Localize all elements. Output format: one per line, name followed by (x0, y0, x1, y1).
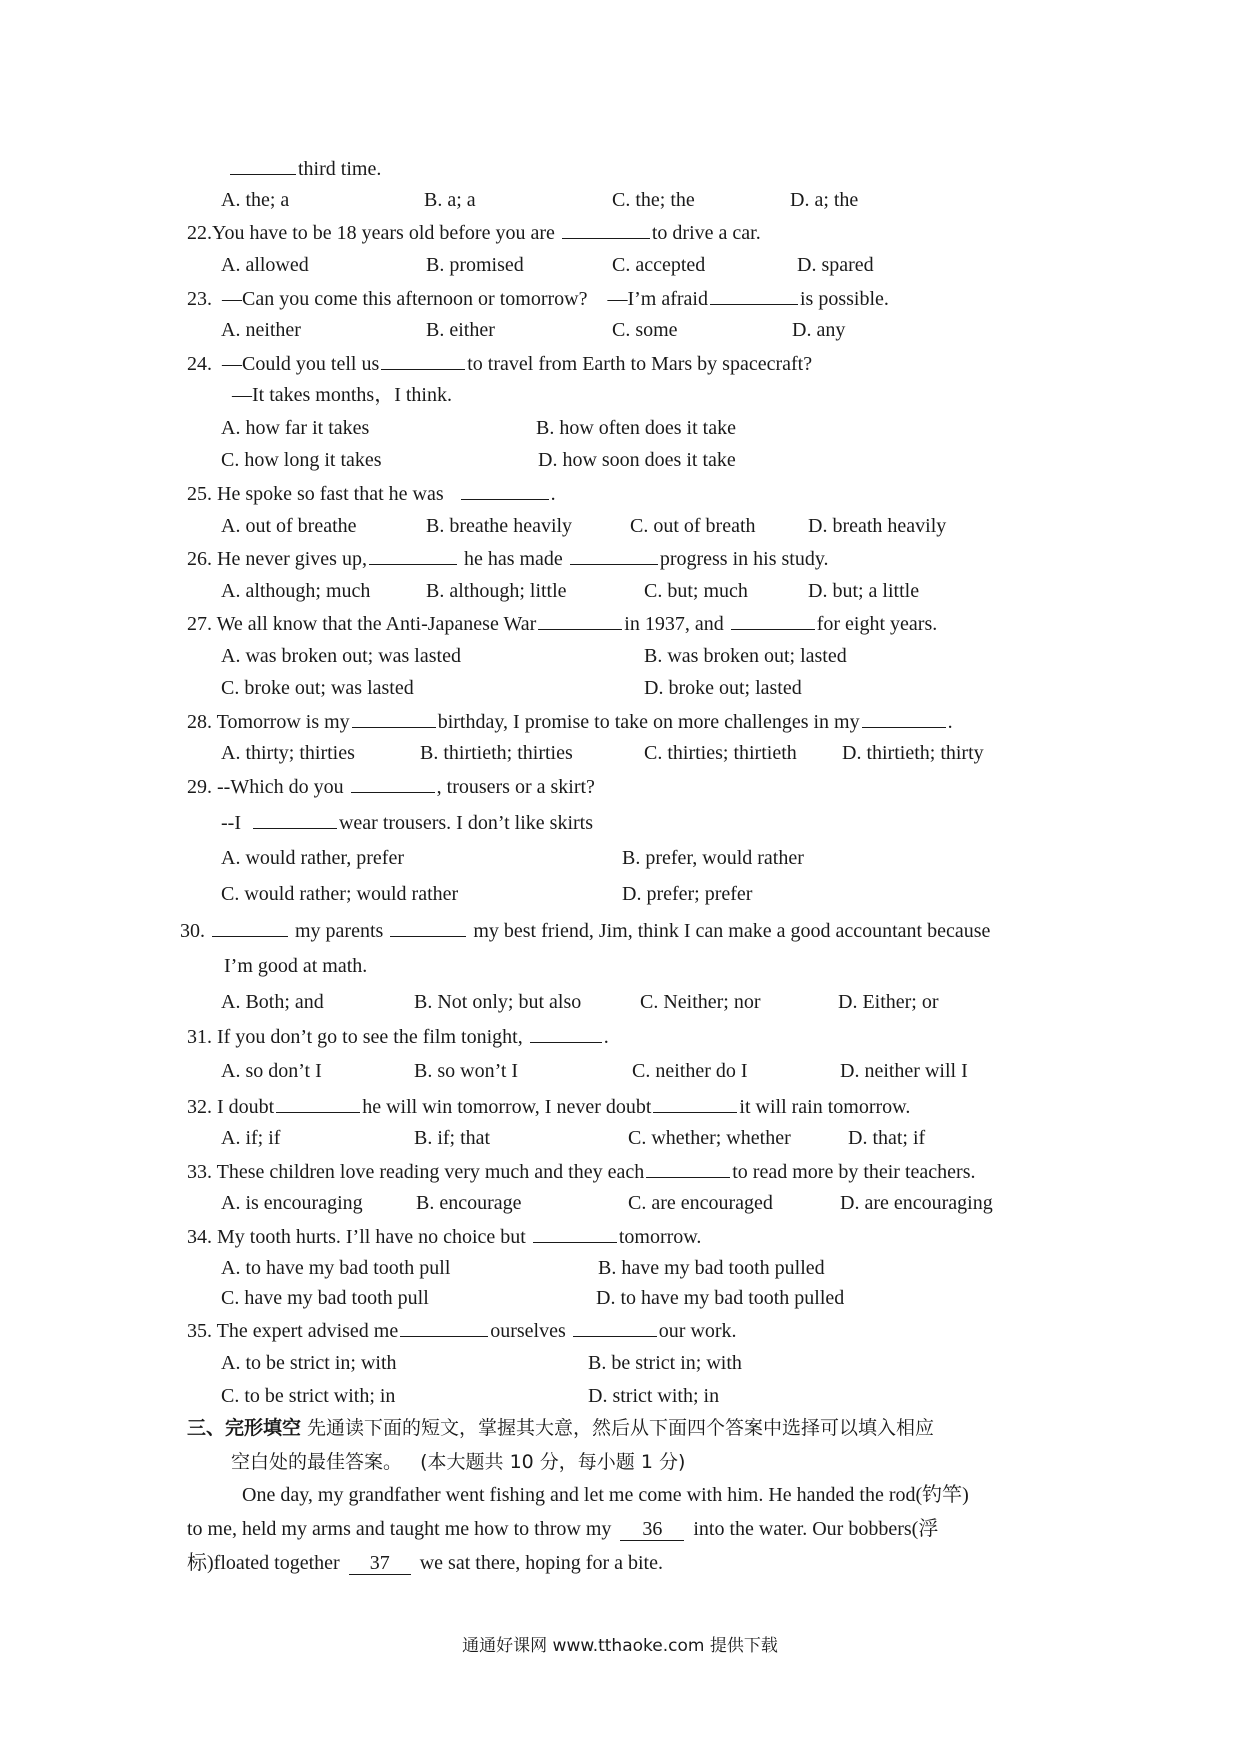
q23-stem-post: is possible. (799, 288, 889, 310)
q26-stem-post: progress in his study. (659, 548, 829, 570)
q35-stem-mid: ourselves (490, 1320, 571, 1342)
q21-stem-text: third time. (298, 158, 382, 180)
answer-blank (461, 481, 549, 500)
q21-option-c: C. the; the (612, 189, 695, 211)
q24-stem-post: to travel from Earth to Mars by spacecraft? (467, 353, 813, 375)
q28-stem (187, 709, 953, 734)
q29-option-b: B. prefer, would rather (622, 847, 804, 869)
q22-option-d: D. spared (797, 254, 874, 276)
q28-option-b: B. thirtieth; thirties (420, 742, 573, 764)
q35-option-b: B. be strict in; with (588, 1352, 742, 1374)
q35-option-a: A. to be strict in; with (221, 1352, 397, 1374)
q35-stem (187, 1318, 737, 1343)
q21-option-a: A. the; a (221, 189, 290, 211)
q27-option-d: D. broke out; lasted (644, 677, 802, 699)
q34-stem-pre: 34. My tooth hurts. I’ll have no choice but (187, 1226, 531, 1248)
answer-blank (862, 709, 946, 728)
answer-blank (653, 1094, 737, 1113)
q24-stem-pre: 24. —Could you tell us (187, 353, 380, 375)
answer-blank (400, 1318, 488, 1337)
q27-stem-pre: 27. We all know that the Anti-Japanese War (187, 613, 537, 635)
q29-stem (187, 774, 595, 799)
q23-stem-pre: 23. —Can you come this afternoon or tomorrow? —I’m afraid (187, 288, 708, 310)
q22-option-c: C. accepted (612, 254, 706, 276)
q28-stem-post: . (947, 711, 953, 733)
q24-line2: —It takes months，I think. (232, 384, 452, 406)
answer-blank (381, 351, 465, 370)
q33-stem (187, 1159, 975, 1184)
q30-stem-mid: my parents (290, 920, 389, 942)
q27-stem (187, 611, 937, 636)
q34-option-a: A. to have my bad tooth pull (221, 1257, 451, 1279)
q30-stem (180, 918, 990, 943)
q34-option-d: D. to have my bad tooth pulled (596, 1287, 845, 1309)
q31-option-a: A. so don’t I (221, 1060, 322, 1082)
q32-stem (187, 1094, 910, 1119)
q22-stem (187, 220, 761, 245)
q26-stem-mid: he has made (458, 548, 568, 570)
q30-option-c: C. Neither; nor (640, 991, 761, 1013)
q25-stem-pre: 25. He spoke so fast that he was (187, 483, 459, 505)
q30-option-d: D. Either; or (838, 991, 939, 1013)
q26-option-b: B. although; little (426, 580, 567, 602)
answer-blank (351, 774, 435, 793)
passage-line-2-post: into the water. Our bobbers(浮 (688, 1518, 939, 1540)
page-footer: 通通好课网 www.tthaoke.com 提供下载 (462, 1636, 778, 1656)
q35-stem-post: our work. (658, 1320, 737, 1342)
q24-option-a: A. how far it takes (221, 417, 370, 439)
q27-option-b: B. was broken out; lasted (644, 645, 847, 667)
answer-blank (253, 810, 337, 829)
q29-line2-post: wear trousers. I don’t like skirts (338, 812, 594, 834)
q29-option-c: C. would rather; would rather (221, 883, 459, 905)
q28-option-c: C. thirties; thirtieth (644, 742, 797, 764)
q34-option-b: B. have my bad tooth pulled (598, 1257, 825, 1279)
q31-stem (187, 1024, 609, 1049)
q23-option-c: C. some (612, 319, 678, 341)
q31-stem-post: . (603, 1026, 609, 1048)
q22-option-a: A. allowed (221, 254, 309, 276)
passage-line-1: One day, my grandfather went fishing and let me come with him. He handed the rod(钓竿) (242, 1484, 969, 1506)
answer-blank (369, 546, 457, 565)
q32-stem-mid: he will win tomorrow, I never doubt (362, 1096, 652, 1118)
q30-option-a: A. Both; and (221, 991, 324, 1013)
answer-blank (533, 1224, 617, 1243)
cloze-blank-37: 37 (349, 1552, 411, 1575)
q28-stem-pre: 28. Tomorrow is my (187, 711, 350, 733)
q22-stem-pre: 22.You have to be 18 years old before you are (187, 222, 560, 244)
q22-stem-post: to drive a car. (651, 222, 761, 244)
q21-stem (228, 156, 381, 181)
q33-option-c: C. are encouraged (628, 1192, 773, 1214)
q30-number: 30. (180, 920, 205, 942)
passage-line-3 (187, 1551, 663, 1575)
q32-stem-post: it will rain tomorrow. (739, 1096, 911, 1118)
answer-blank (570, 546, 658, 565)
q31-option-d: D. neither will I (840, 1060, 968, 1082)
q30-line2: I’m good at math. (224, 955, 368, 977)
q26-option-d: D. but; a little (808, 580, 920, 602)
q29-stem-post: , trousers or a skirt? (436, 776, 595, 798)
q25-option-a: A. out of breathe (221, 515, 357, 537)
q33-stem-pre: 33. These children love reading very much and they each (187, 1161, 645, 1183)
q31-option-c: C. neither do I (632, 1060, 748, 1082)
q34-stem-post: tomorrow. (618, 1226, 702, 1248)
q29-option-a: A. would rather, prefer (221, 847, 405, 869)
q28-option-d: D. thirtieth; thirty (842, 742, 984, 764)
q27-stem-mid: in 1937, and (624, 613, 729, 635)
q29-line2 (221, 810, 593, 835)
answer-blank (390, 918, 466, 937)
q23-option-a: A. neither (221, 319, 301, 341)
q35-option-d: D. strict with; in (588, 1385, 720, 1407)
answer-blank (646, 1159, 730, 1178)
q25-stem (187, 481, 556, 506)
q32-option-d: D. that; if (848, 1127, 926, 1149)
q32-option-c: C. whether; whether (628, 1127, 791, 1149)
passage-line-2-pre: to me, held my arms and taught me how to throw my (187, 1518, 617, 1540)
q23-option-b: B. either (426, 319, 495, 341)
q27-stem-post: for eight years. (816, 613, 938, 635)
passage-line-2 (187, 1517, 938, 1541)
q31-stem-pre: 31. If you don’t go to see the film tonight, (187, 1026, 528, 1048)
q27-option-c: C. broke out; was lasted (221, 677, 414, 699)
q26-option-c: C. but; much (644, 580, 748, 602)
q24-option-d: D. how soon does it take (538, 449, 736, 471)
section3-heading: 三、完形填空 (187, 1417, 302, 1439)
q33-option-d: D. are encouraging (840, 1192, 993, 1214)
q33-option-b: B. encourage (416, 1192, 522, 1214)
q34-stem (187, 1224, 701, 1249)
q21-option-d: D. a; the (790, 189, 859, 211)
answer-blank (710, 286, 798, 305)
q34-option-c: C. have my bad tooth pull (221, 1287, 429, 1309)
q32-option-b: B. if; that (414, 1127, 491, 1149)
q24-stem (187, 351, 812, 376)
q31-option-b: B. so won’t I (414, 1060, 519, 1082)
q33-option-a: A. is encouraging (221, 1192, 363, 1214)
q29-stem-pre: 29. --Which do you (187, 776, 349, 798)
q22-option-b: B. promised (426, 254, 524, 276)
q32-stem-pre: 32. I doubt (187, 1096, 275, 1118)
q25-option-c: C. out of breath (630, 515, 756, 537)
q29-option-d: D. prefer; prefer (622, 883, 753, 905)
q26-stem (187, 546, 829, 571)
q30-option-b: B. Not only; but also (414, 991, 582, 1013)
q30-stem-post: my best friend, Jim, think I can make a good accountant because (468, 920, 991, 942)
answer-blank (352, 709, 436, 728)
q24-option-c: C. how long it takes (221, 449, 382, 471)
answer-blank (212, 918, 288, 937)
q27-option-a: A. was broken out; was lasted (221, 645, 461, 667)
section3-heading-line (187, 1416, 934, 1440)
q35-stem-pre: 35. The expert advised me (187, 1320, 399, 1342)
answer-blank (573, 1318, 657, 1337)
q28-stem-mid: birthday, I promise to take on more challenges in my (437, 711, 860, 733)
q24-option-b: B. how often does it take (536, 417, 736, 439)
q25-option-b: B. breathe heavily (426, 515, 573, 537)
q25-option-d: D. breath heavily (808, 515, 947, 537)
q29-line2-pre: --I (221, 812, 251, 834)
section3-instruction-1: 先通读下面的短文，掌握其大意，然后从下面四个答案中选择可以填入相应 (301, 1417, 935, 1439)
q25-stem-post: . (550, 483, 556, 505)
q23-stem (187, 286, 889, 311)
section3-instruction-2: 空白处的最佳答案。 (本大题共 10 分，每小题 1 分) (231, 1451, 686, 1473)
answer-blank (530, 1024, 602, 1043)
q28-option-a: A. thirty; thirties (221, 742, 355, 764)
q32-option-a: A. if; if (221, 1127, 281, 1149)
answer-blank (731, 611, 815, 630)
q23-option-d: D. any (792, 319, 846, 341)
passage-line-3-post: we sat there, hoping for a bite. (414, 1552, 663, 1574)
answer-blank (276, 1094, 360, 1113)
q26-option-a: A. although; much (221, 580, 371, 602)
answer-blank (562, 220, 650, 239)
cloze-blank-36: 36 (620, 1518, 684, 1541)
q21-option-b: B. a; a (424, 189, 476, 211)
q26-stem-pre: 26. He never gives up, (187, 548, 367, 570)
answer-blank (230, 156, 296, 175)
q33-stem-post: to read more by their teachers. (732, 1161, 976, 1183)
q35-option-c: C. to be strict with; in (221, 1385, 396, 1407)
answer-blank (538, 611, 622, 630)
passage-line-3-pre: 标)floated together (187, 1552, 345, 1574)
